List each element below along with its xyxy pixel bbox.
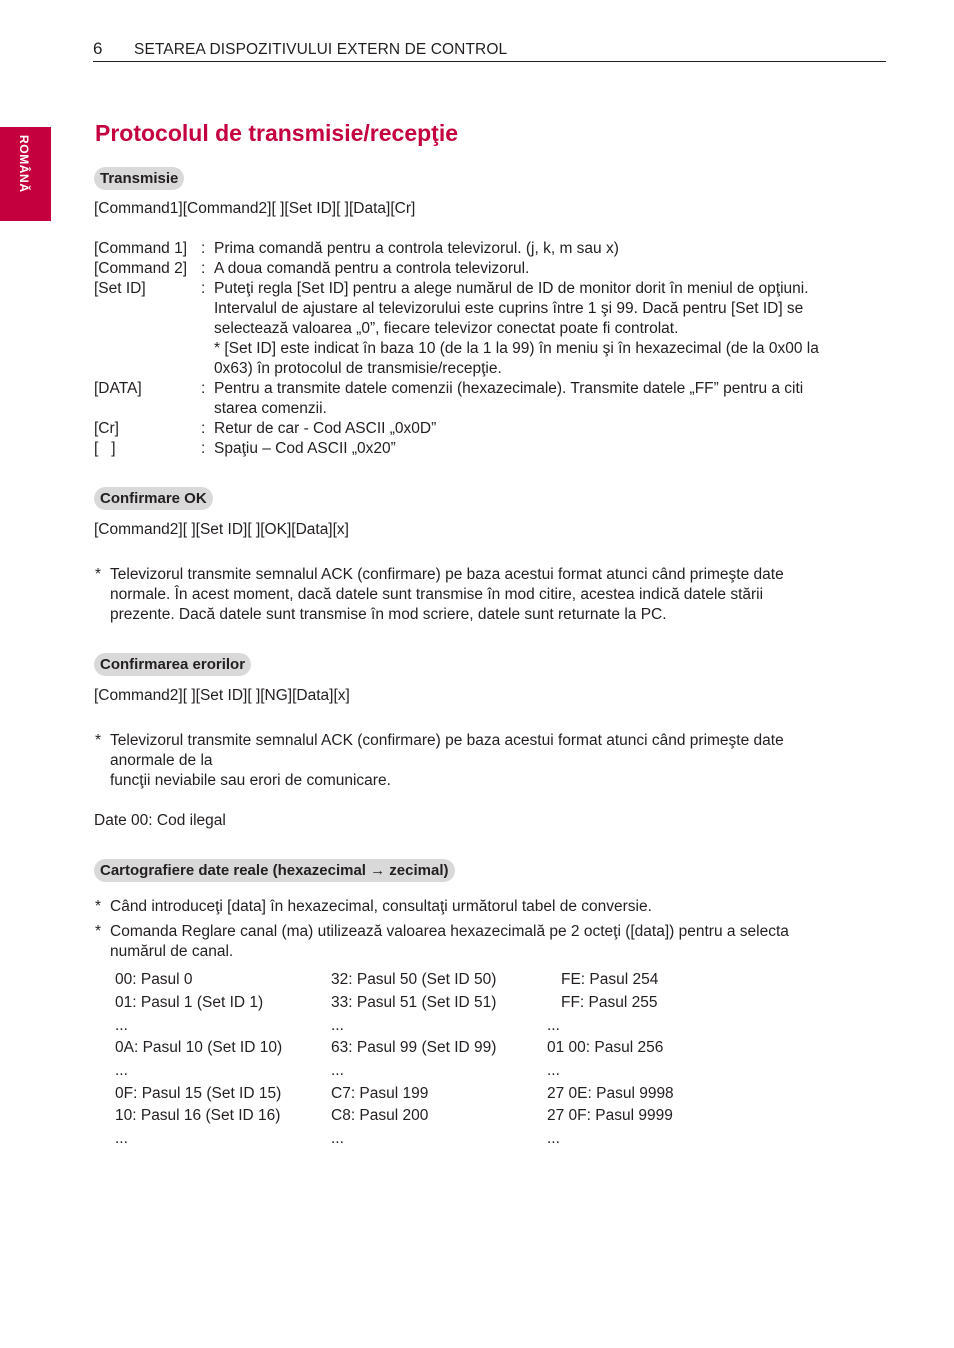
definition-term: [Set ID] — [94, 280, 146, 297]
note-star: * — [95, 898, 102, 915]
ok-ack-format: [Command2][ ][Set ID][ ][OK][Data][x] — [94, 521, 349, 538]
mapping-bullet: Când introduceţi [data] în hexazecimal, consultaţi următorul tabel de conversie. — [110, 898, 652, 915]
definition-colon: : — [201, 280, 206, 297]
table-cell: ... — [115, 1130, 128, 1147]
definition-text: Puteţi regla [Set ID] pentru a alege numărul de ID de monitor dorit în meniul de opţiuni. — [214, 280, 809, 297]
definition-colon: : — [201, 440, 206, 457]
error-ack-note: funcţii neviabile sau erori de comunicare. — [110, 772, 391, 789]
definition-text: Pentru a transmite datele comenzii (hexazecimale). Transmite datele „FF” pentru a citi — [214, 380, 804, 397]
table-cell: ... — [331, 1017, 344, 1034]
language-tab-label: ROMÂNĂ — [17, 135, 31, 193]
definition-text: Intervalul de ajustare al televizorului este cuprins între 1 şi 99. Dacă pentru [Set ID] se — [214, 300, 804, 317]
table-cell: C8: Pasul 200 — [331, 1107, 429, 1124]
table-cell: 00: Pasul 0 — [115, 971, 193, 988]
language-tab — [0, 127, 51, 221]
table-cell: ... — [547, 1062, 560, 1079]
table-cell: FF: Pasul 255 — [561, 994, 658, 1011]
table-cell: FE: Pasul 254 — [561, 971, 659, 988]
ok-ack-note: prezente. Dacă datele sunt transmise în mod scriere, datele sunt returnate la PC. — [110, 606, 667, 623]
table-cell: C7: Pasul 199 — [331, 1085, 429, 1102]
definition-note: 0x63) în protocolul de transmisie/recepţie. — [214, 360, 502, 377]
definition-term: [DATA] — [94, 380, 142, 397]
ok-ack-note: normale. În acest moment, dacă datele sunt transmise în mod citire, acestea indică datele stării — [110, 586, 764, 603]
ok-ack-note: Televizorul transmite semnalul ACK (confirmare) pe baza acestui format atunci când primeşte date — [110, 566, 784, 583]
definition-note: * [Set ID] este indicat în baza 10 (de la 1 la 99) în meniu şi în hexazecimal (de la 0x00 la — [214, 340, 819, 357]
definition-text: Prima comandă pentru a controla televizorul. (j, k, m sau x) — [214, 240, 619, 257]
transmission-label: Transmisie — [94, 167, 184, 190]
definition-text: A doua comandă pentru a controla televizorul. — [214, 260, 530, 277]
table-cell: ... — [547, 1130, 560, 1147]
table-cell: 01: Pasul 1 (Set ID 1) — [115, 994, 264, 1011]
note-star: * — [95, 732, 102, 749]
table-cell: 32: Pasul 50 (Set ID 50) — [331, 971, 497, 988]
table-cell: 27 0F: Pasul 9999 — [547, 1107, 673, 1124]
error-code-line: Date 00: Cod ilegal — [94, 812, 226, 829]
definition-term: [ ] — [94, 440, 116, 457]
table-cell: ... — [331, 1130, 344, 1147]
definition-colon: : — [201, 420, 206, 437]
page-number: 6 — [93, 39, 103, 58]
ok-ack-label: Confirmare OK — [94, 487, 213, 510]
definition-colon: : — [201, 380, 206, 397]
definition-colon: : — [201, 240, 206, 257]
table-cell: ... — [547, 1017, 560, 1034]
table-cell: ... — [115, 1017, 128, 1034]
definition-text: selectează valoarea „0”, fiecare televizor conectat poate fi controlat. — [214, 320, 679, 337]
table-cell: 10: Pasul 16 (Set ID 16) — [115, 1107, 281, 1124]
definition-text: Spaţiu – Cod ASCII „0x20” — [214, 440, 396, 457]
header-divider — [93, 61, 886, 62]
mapping-bullet: Comanda Reglare canal (ma) utilizează valoarea hexazecimală pe 2 octeţi ([data]) pentru a selecta — [110, 923, 789, 940]
mapping-bullet: numărul de canal. — [110, 943, 234, 960]
table-cell: 33: Pasul 51 (Set ID 51) — [331, 994, 497, 1011]
error-ack-label: Confirmarea erorilor — [94, 653, 251, 676]
error-ack-note: Televizorul transmite semnalul ACK (confirmare) pe baza acestui format atunci când primeşte date — [110, 732, 784, 749]
transmission-format: [Command1][Command2][ ][Set ID][ ][Data][Cr] — [94, 200, 416, 217]
definition-term: [Command 2] — [94, 260, 188, 277]
error-ack-note: anormale de la — [110, 752, 213, 769]
definition-text: Retur de car - Cod ASCII „0x0D” — [214, 420, 437, 437]
definition-colon: : — [201, 260, 206, 277]
table-cell: 0F: Pasul 15 (Set ID 15) — [115, 1085, 282, 1102]
running-header: SETAREA DISPOZITIVULUI EXTERN DE CONTROL — [134, 41, 508, 58]
error-ack-format: [Command2][ ][Set ID][ ][NG][Data][x] — [94, 687, 350, 704]
mapping-label: Cartografiere date reale (hexazecimal → zecimal) — [94, 859, 455, 882]
table-cell: 63: Pasul 99 (Set ID 99) — [331, 1039, 497, 1056]
table-cell: 01 00: Pasul 256 — [547, 1039, 664, 1056]
note-star: * — [95, 566, 102, 583]
table-cell: 27 0E: Pasul 9998 — [547, 1085, 674, 1102]
section-heading: Protocolul de transmisie/recepţie — [95, 120, 459, 146]
definition-term: [Cr] — [94, 420, 119, 437]
table-cell: 0A: Pasul 10 (Set ID 10) — [115, 1039, 283, 1056]
note-star: * — [95, 923, 102, 940]
table-cell: ... — [331, 1062, 344, 1079]
definition-term: [Command 1] — [94, 240, 188, 257]
definition-text: starea comenzii. — [214, 400, 327, 417]
table-cell: ... — [115, 1062, 128, 1079]
